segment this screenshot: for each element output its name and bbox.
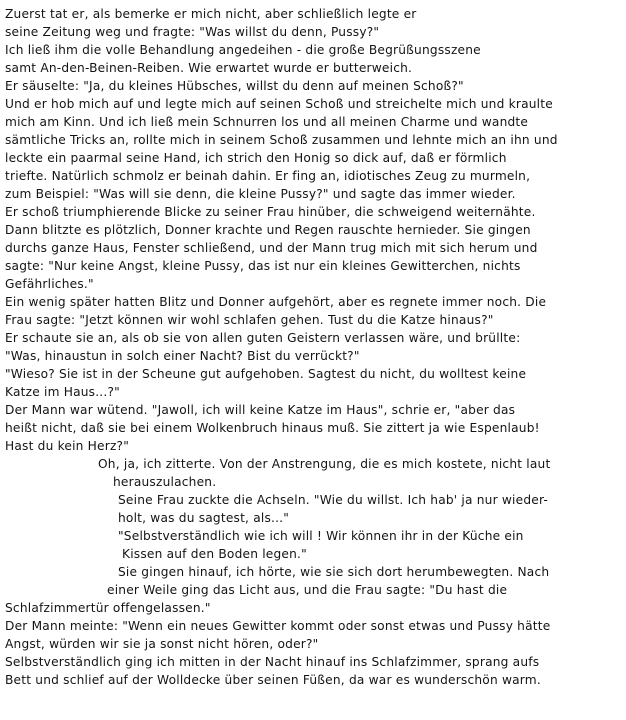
text-line: Bett und schlief auf der Wolldecke über seinen Füßen, da war es wunderschön warm.	[5, 673, 541, 687]
text-line: Und er hob mich auf und legte mich auf seinen Schoß und streichelte mich und kraulte	[5, 97, 553, 111]
text-line: Der Mann meinte: "Wenn ein neues Gewitter kommt oder sonst etwas und Pussy hätte	[5, 619, 551, 633]
text-line: Frau sagte: "Jetzt können wir wohl schlafen gehen. Tust du die Katze hinaus?"	[5, 313, 494, 327]
text-line: sagte: "Nur keine Angst, kleine Pussy, das ist nur ein kleines Gewitterchen, nichts	[5, 259, 521, 273]
text-line: Ich ließ ihm die volle Behandlung angedeihen - die große Begrüßungsszene	[5, 43, 481, 57]
text-line: "Selbstverständlich wie ich will ! Wir können ihr in der Küche ein	[118, 529, 524, 543]
text-line: Der Mann war wütend. "Jawoll, ich will keine Katze im Haus", schrie er, "aber das	[5, 403, 516, 417]
text-line: durchs ganze Haus, Fenster schließend, und der Mann trug mich mit sich herum und	[5, 241, 538, 255]
text-line: zum Beispiel: "Was will sie denn, die kleine Pussy?" und sagte das immer wieder.	[5, 187, 516, 201]
text-line: einer Weile ging das Licht aus, und die Frau sagte: "Du hast die	[107, 583, 508, 597]
text-line: holt, was du sagtest, als..."	[118, 511, 290, 525]
text-line: Seine Frau zuckte die Achseln. "Wie du willst. Ich hab' ja nur wieder-	[118, 493, 549, 507]
text-line: Er säuselte: "Ja, du kleines Hübsches, willst du denn auf meinen Schoß?"	[5, 79, 464, 93]
text-line: Hast du kein Herz?"	[5, 439, 130, 453]
document-text	[5, 5, 621, 689]
text-line: sämtliche Tricks an, rollte mich in seinem Schoß zusammen und lehnte mich an ihn und	[5, 133, 558, 147]
text-line: Schlafzimmertür offengelassen."	[5, 601, 211, 615]
text-line: Zuerst tat er, als bemerke er mich nicht, aber schließlich legte er	[5, 7, 417, 21]
text-line: Kissen auf den Boden legen."	[122, 547, 307, 561]
text-line: samt An-den-Beinen-Reiben. Wie erwartet wurde er butterweich.	[5, 61, 413, 75]
text-line: Angst, würden wir sie ja sonst nicht hören, oder?"	[5, 637, 319, 651]
text-line: Sie gingen hinauf, ich hörte, wie sie sich dort herumbewegten. Nach	[118, 565, 550, 579]
text-line: heißt nicht, daß sie bei einem Wolkenbruch hinaus muß. Sie zittert ja wie Espenlaub!	[5, 421, 540, 435]
text-line: mich am Kinn. Und ich ließ mein Schnurren los und all meinen Charme und wandte	[5, 115, 529, 129]
text-line: Ein wenig später hatten Blitz und Donner aufgehört, aber es regnete immer noch. Die	[5, 295, 547, 309]
text-line: Er schoß triumphierende Blicke zu seiner Frau hinüber, die schweigend weiternähte.	[5, 205, 536, 219]
text-line: Katze im Haus...?"	[5, 385, 120, 399]
text-line: Gefährliches."	[5, 277, 94, 291]
text-line: "Was, hinaustun in solch einer Nacht? Bist du verrückt?"	[5, 349, 360, 363]
text-line: Oh, ja, ich zitterte. Von der Anstrengung, die es mich kostete, nicht laut	[98, 457, 551, 471]
text-line: seine Zeitung weg und fragte: "Was willst du denn, Pussy?"	[5, 25, 380, 39]
text-line: triefte. Natürlich schmolz er beinah dahin. Er fing an, idiotisches Zeug zu murmeln,	[5, 169, 531, 183]
text-line: herauszulachen.	[113, 475, 217, 489]
text-line: "Wieso? Sie ist in der Scheune gut aufgehoben. Sagtest du nicht, du wolltest keine	[5, 367, 527, 381]
text-line: Dann blitzte es plötzlich, Donner krachte und Regen rauschte hernieder. Sie gingen	[5, 223, 531, 237]
text-line: Er schaute sie an, als ob sie von allen guten Geistern verlassen wäre, und brüllte:	[5, 331, 521, 345]
text-line: leckte ein paarmal seine Hand, ich strich den Honig so dick auf, daß er förmlich	[5, 151, 507, 165]
text-line: Selbstverständlich ging ich mitten in der Nacht hinauf ins Schlafzimmer, sprang aufs	[5, 655, 540, 669]
